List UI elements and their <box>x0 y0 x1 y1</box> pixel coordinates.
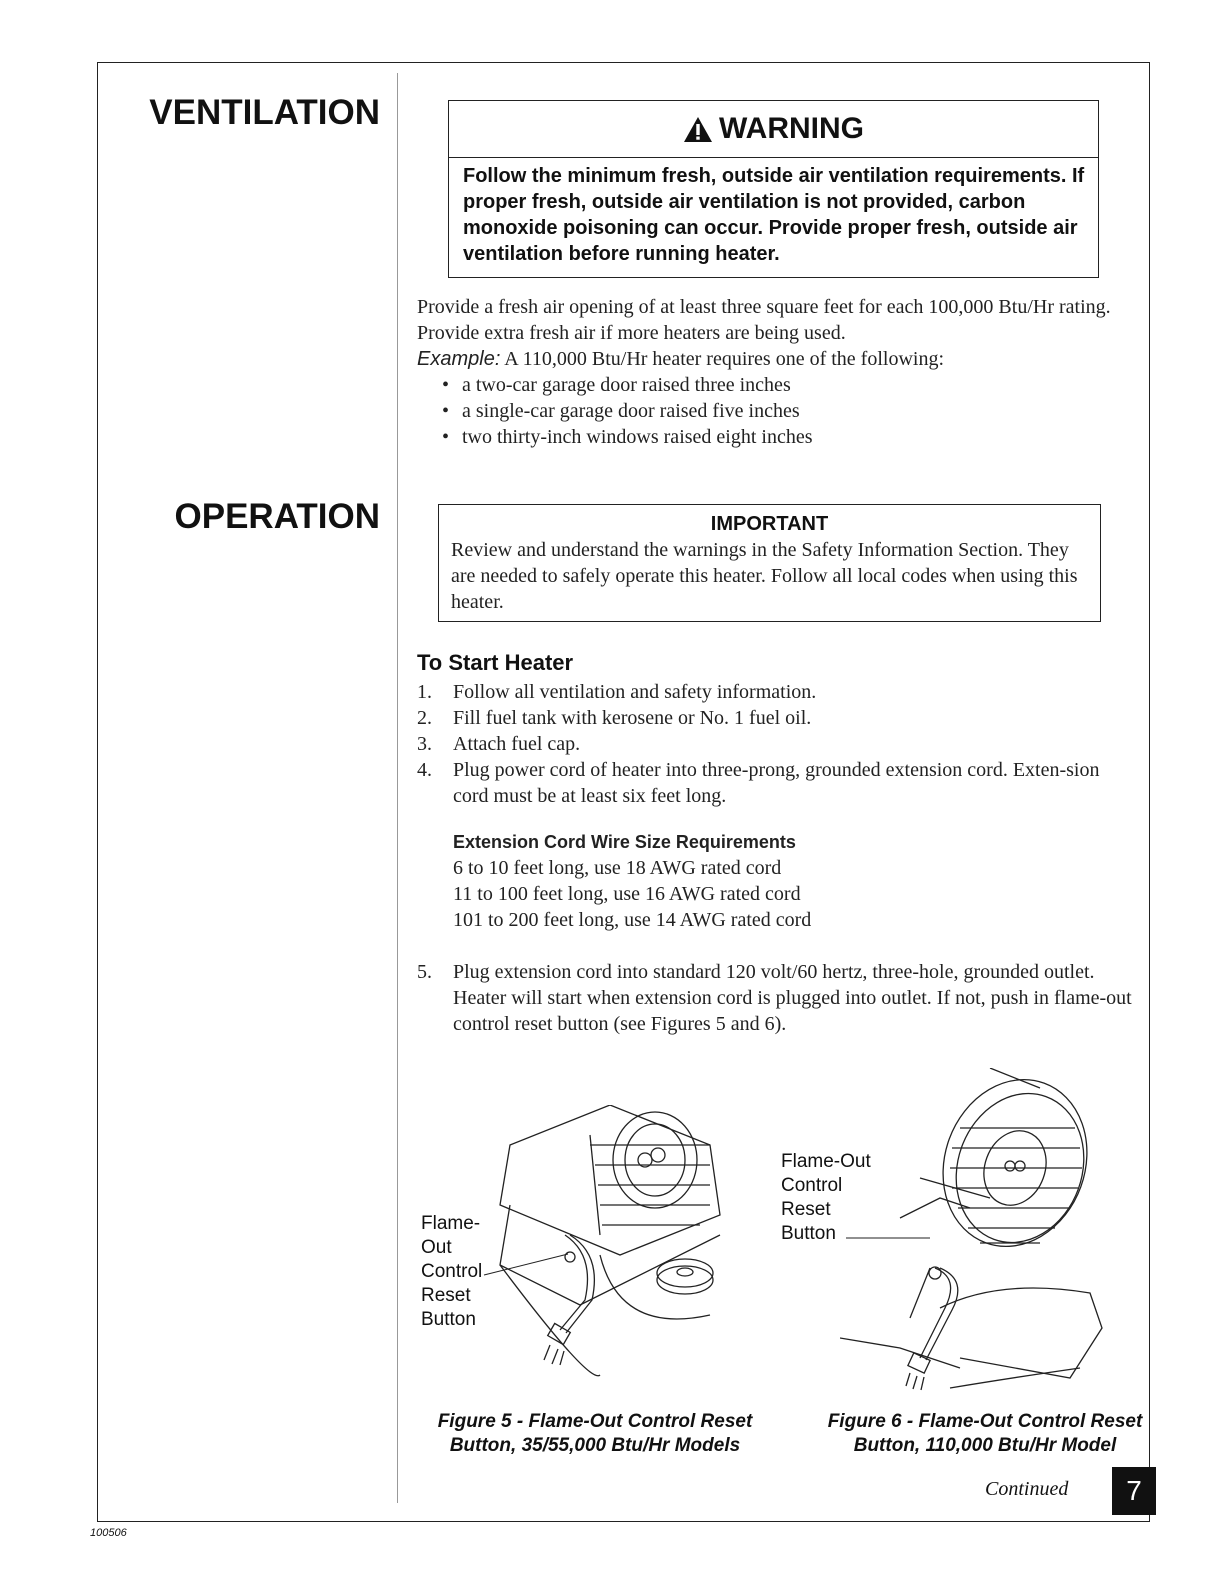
cord-requirements-title: Extension Cord Wire Size Requirements <box>453 832 796 852</box>
list-item: • a single-car garage door raised five inches <box>417 398 1122 424</box>
ventilation-bullets <box>417 372 1122 450</box>
operation-title: OPERATION <box>174 497 380 536</box>
document-id: 100506 <box>90 1527 127 1539</box>
ventilation-paragraph: Provide a fresh air opening of at least three square feet for each 100,000 Btu/Hr rating. Provide extra fresh air if more heaters are being used. <box>417 296 1111 344</box>
warning-triangle-icon <box>683 116 713 143</box>
ventilation-title: VENTILATION <box>149 93 380 132</box>
page-number: 7 <box>1112 1467 1156 1515</box>
warning-header <box>449 101 1098 158</box>
warning-box <box>448 100 1099 278</box>
example-label: Example: <box>417 348 501 370</box>
warning-text: Follow the minimum fresh, outside air ventilation requirements. If proper fresh, outside air ventilation is not provided, carbon monoxide poisoning can occur. Provide proper fresh, outside air ventilation before running heater. <box>463 165 1085 265</box>
figure-6-label: Flame-Out Control Reset Button <box>781 1151 871 1244</box>
cord-line: 101 to 200 feet long, use 14 AWG rated cord <box>453 909 812 931</box>
list-item: • a two-car garage door raised three inches <box>417 372 1122 398</box>
list-item: • two thirty-inch windows raised eight inches <box>417 424 1122 450</box>
ventilation-section <box>417 294 1122 450</box>
step-item: 2. Fill fuel tank with kerosene or No. 1 fuel oil. <box>417 707 812 729</box>
continued-note: Continued <box>985 1478 1069 1500</box>
step-item: 4. Plug power cord of heater into three-prong, grounded extension cord. Exten-sion cord must be at least six feet long. <box>417 759 1100 807</box>
important-title: IMPORTANT <box>710 513 829 535</box>
figure-6-leader-line <box>844 1228 934 1248</box>
figure-5-label: Flame- Out Control Reset Button <box>421 1213 483 1330</box>
figure-6-caption: Figure 6 - Flame-Out Control Reset Button, 110,000 Btu/Hr Model <box>827 1411 1143 1456</box>
example-line <box>417 346 1122 372</box>
important-box <box>438 504 1101 622</box>
warning-title: WARNING <box>719 112 864 145</box>
start-heater-steps <box>417 679 1132 1037</box>
figure-5-caption: Figure 5 - Flame-Out Control Reset Button, 35/55,000 Btu/Hr Models <box>437 1411 753 1456</box>
start-heater-title: To Start Heater <box>417 650 574 675</box>
column-divider <box>397 73 398 1503</box>
cord-line: 6 to 10 feet long, use 18 AWG rated cord <box>453 857 782 879</box>
figure-5-leader-line <box>480 1240 580 1280</box>
step-item: 3. Attach fuel cap. <box>417 733 581 755</box>
example-text: A 110,000 Btu/Hr heater requires one of the following: <box>504 348 944 370</box>
cord-requirements <box>417 829 1132 933</box>
important-text: Review and understand the warnings in the Safety Information Section. They are needed to safely operate this heater. Follow all local codes when using this heater. <box>451 539 1078 613</box>
step-item: 5. Plug extension cord into standard 120 volt/60 hertz, three-hole, grounded outlet. Heater will start when extension cord is plugged into outlet. If not, push in flame-out control reset button (see Figures 5 and 6). <box>417 961 1132 1035</box>
cord-line: 11 to 100 feet long, use 16 AWG rated cord <box>453 883 801 905</box>
step-item: 1. Follow all ventilation and safety information. <box>417 681 817 703</box>
